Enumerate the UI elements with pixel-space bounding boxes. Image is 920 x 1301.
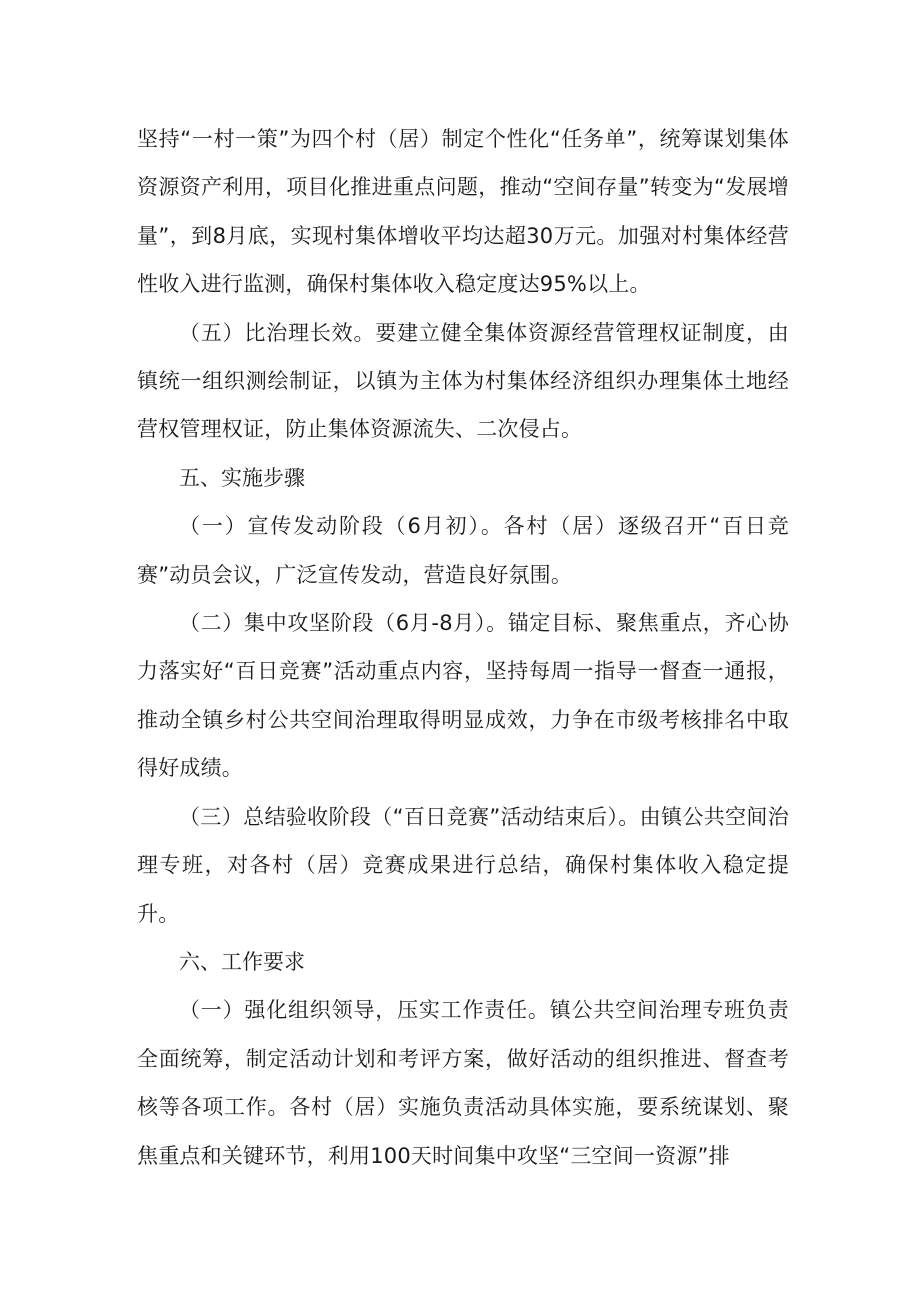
- paragraph-requirement-one: （一）强化组织领导，压实工作责任。镇公共空间治理专班负责全面统筹，制定活动计划和考评方案，做好活动的组织推进、督查考核等各项工作。各村（居）实施负责活动具体实施，要系统谋划、聚焦重点和关键环节，利用100天时间集中攻坚“三空间一资源”排: [137, 998, 789, 1168]
- paragraph-step-two: （二）集中攻坚阶段（6月-8月）。锚定目标、聚焦重点，齐心协力落实好“百日竞赛”活动重点内容，坚持每周一指导一督查一通报，推动全镇乡村公共空间治理取得明显成效，力争在市级考核排名中取得好成绩。: [137, 611, 789, 781]
- section-heading-implementation: 五、实施步骤: [179, 465, 305, 490]
- document-body: [137, 115, 789, 1180]
- paragraph-step-one: （一）宣传发动阶段（6月初）。各村（居）逐级召开“百日竞赛”动员会议，广泛宣传发动，营造良好氛围。: [137, 514, 789, 587]
- paragraph-continued: 坚持“一村一策”为四个村（居）制定个性化“任务单”，统筹谋划集体资源资产利用，项目化推进重点问题，推动“空间存量”转变为“发展增量”，到8月底，实现村集体增收平均达超30万元。加强对村集体经营性收入进行监测，确保村集体收入稳定度达95%以上。: [137, 127, 789, 297]
- paragraph-step-three: （三）总结验收阶段（“百日竞赛”活动结束后）。由镇公共空间治理专班，对各村（居）竞赛成果进行总结，确保村集体收入稳定提升。: [137, 804, 789, 926]
- paragraph-governance: （五）比治理长效。要建立健全集体资源经营管理权证制度，由镇统一组织测绘制证，以镇为主体为村集体经济组织办理集体土地经营权管理权证，防止集体资源流失、二次侵占。: [137, 320, 789, 442]
- section-heading-requirements: 六、工作要求: [179, 949, 305, 974]
